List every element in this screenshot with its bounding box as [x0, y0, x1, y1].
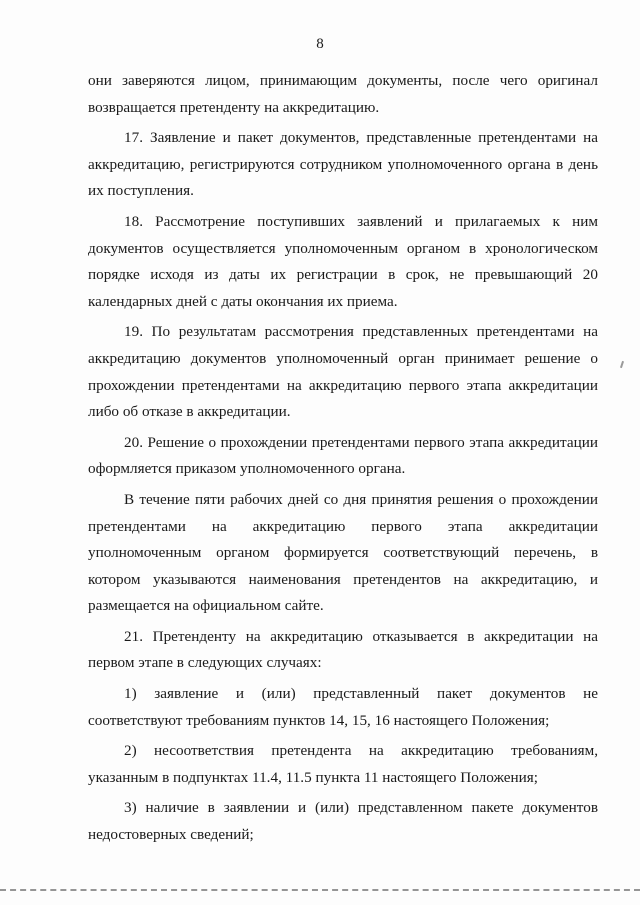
paragraph-21-item-2: 2) несоответствия претендента на аккредитацию требованиям, указанным в подпунктах 11.4, 11.5 пункта 11 настоящего Положения; — [88, 742, 598, 786]
paragraph-21-item-1: 1) заявление и (или) представленный пакет документов не соответствуют требованиям пунктов 14, 15, 16 настоящего Положения; — [88, 685, 598, 729]
document-body — [88, 68, 598, 853]
paragraph-continuation: они заверяются лицом, принимающим документы, после чего оригинал возвращается претенденту на аккредитацию. — [88, 72, 598, 116]
page-number: 8 — [316, 36, 324, 52]
paragraph-17: 17. Заявление и пакет документов, представленные претендентами на аккредитацию, регистрируются сотрудником уполномоченного органа в день их поступления. — [88, 129, 598, 200]
scan-bottom-edge — [0, 889, 640, 891]
paragraph-19: 19. По результатам рассмотрения представленных претендентами на аккредитацию документов уполномоченный орган принимает решение о прохождении претендентами на аккредитацию первого этапа аккредитации либо об отказе в аккредитации. — [88, 323, 598, 421]
paragraph-21: 21. Претенденту на аккредитацию отказывается в аккредитации на первом этапе в следующих случаях: — [88, 627, 598, 672]
paragraph-18: 18. Рассмотрение поступивших заявлений и прилагаемых к ним документов осуществляется уполномоченным органом в хронологическом порядке исходя из даты их регистрации в срок, не превышающий 20 календарных дней с даты окончания их приема. — [88, 212, 598, 310]
paragraph-21-item-3: 3) наличие в заявлении и (или) представленном пакете документов недостоверных сведений; — [88, 799, 598, 844]
scan-artifact-mark — [620, 361, 624, 368]
paragraph-20: 20. Решение о прохождении претендентами первого этапа аккредитации оформляется приказом уполномоченного органа. — [88, 433, 598, 478]
paragraph-20-list-publication: В течение пяти рабочих дней со дня принятия решения о прохождении претендентами на аккредитацию первого этапа аккредитации уполномоченным органом формируется соответствующий перечень, в котором указываются наименования претендентов на аккредитацию, и размещается на официальном сайте. — [88, 490, 598, 615]
